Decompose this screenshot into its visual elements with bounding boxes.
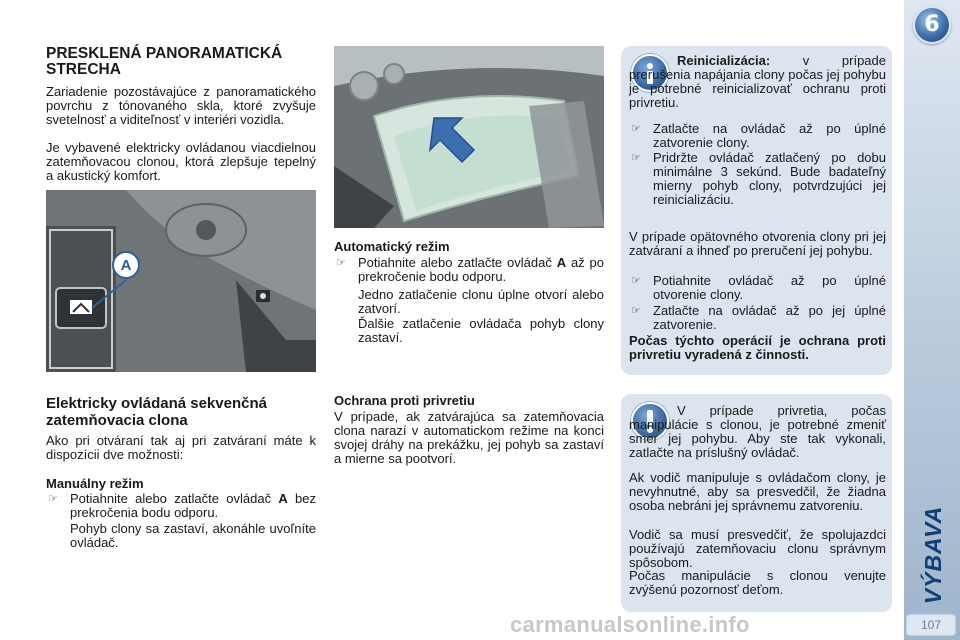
- warning-paragraph-4: Počas manipulácie s clonou venujte zvýšenú pozornosť deťom.: [629, 568, 886, 597]
- info-box: [621, 46, 892, 375]
- step-text: až po prekročenie bodu odporu.: [358, 255, 604, 284]
- section-title-panorama: [46, 46, 316, 78]
- info-step-3: ☞ Potiahnite ovládač až po úplné otvorenie clony.: [629, 274, 886, 302]
- panoramic-roof-image: [334, 46, 604, 228]
- step-text: Potiahnite alebo zatlačte ovládač: [70, 491, 279, 506]
- manual-mode-note: Pohyb clony sa zastaví, akonáhle uvoľníte ovládač.: [70, 521, 316, 550]
- watermark: carmanualsonline.info: [510, 612, 750, 637]
- info-lead-text: v prípade prerušenia napájania clony počas jej pohybu je potrebné reinicializovať ochranu proti privretiu.: [629, 53, 886, 110]
- step-text: bez prekročenia bodu odporu.: [70, 491, 317, 520]
- info-warning-text: Počas týchto operácií je ochrana proti privretiu vyradená z činnosti.: [629, 333, 886, 362]
- info-lead-paragraph: [629, 54, 886, 110]
- chapter-title: VÝBAVA: [920, 505, 946, 605]
- warning-box: [621, 394, 892, 612]
- pinch-protection-title: Ochrana proti privretiu: [334, 393, 475, 408]
- warning-paragraph-2: Ak vodič manipuluje s ovládačom clony, je nevyhnutné, aby sa presvedčil, že žiadna osoba nebráni jej správnemu zatvoreniu.: [629, 470, 886, 513]
- section-title-line: zatemňovacia clona: [46, 412, 188, 429]
- manual-mode-step: [46, 492, 316, 520]
- section-title-line: PRESKLENÁ PANORAMATICKÁ: [46, 45, 283, 62]
- manual-mode-title: Manuálny režim: [46, 476, 144, 491]
- info-lead-label: Reinicializácia:: [677, 53, 771, 68]
- roof-button-illustration: [46, 190, 316, 372]
- automatic-mode-step: [334, 256, 604, 284]
- sequential-intro: Ako pri otváraní tak aj pri zatváraní máte k dispozícii dve možnosti:: [46, 433, 316, 462]
- info-step-4: ☞ Zatlačte na ovládač až po jej úplné zatvorenie.: [629, 304, 886, 332]
- button-callout-label: A: [120, 257, 132, 274]
- automatic-mode-note-1: Jedno zatlačenie clonu úplne otvorí alebo zatvorí.: [358, 287, 604, 316]
- section-title-line: STRECHA: [46, 61, 121, 78]
- automatic-mode-note-2: Ďalšie zatlačenie ovládača pohyb clony zastaví.: [358, 316, 604, 345]
- roof-button-image: [46, 190, 316, 372]
- control-key: A: [556, 255, 567, 270]
- section-title-sequential: [46, 395, 316, 429]
- panorama-intro-1: Zariadenie pozostávajúce z panoramatického povrchu z tónovaného skla, ktoré zvyšuje svetelnosť a viditeľnosť v interiéri vozidla.: [46, 84, 316, 127]
- roof-illustration: [334, 46, 604, 228]
- chapter-number-badge: 6: [913, 6, 951, 44]
- step-text: Potiahnite alebo zatlačte ovládač: [358, 255, 557, 270]
- section-title-line: Elektricky ovládaná sekvenčná: [46, 395, 267, 412]
- pinch-protection-text: V prípade, ak zatvárajúca sa zatemňovacia clona narazí v automatickom režime na konci svojej dráhy na prekážku, jej pohyb sa zastaví a mierne sa pootvorí.: [334, 409, 604, 466]
- page-number: 107: [906, 614, 956, 636]
- control-key: A: [278, 491, 288, 506]
- warning-paragraph-3: Vodič sa musí presvedčiť, že spolujazdci používajú zatemňovaciu clonu správnym spôsobom.: [629, 527, 886, 570]
- info-step-1: ☞ Zatlačte na ovládač až po úplné zatvorenie clony.: [629, 122, 886, 150]
- automatic-mode-title: Automatický režim: [334, 239, 450, 254]
- warning-paragraph-1: V prípade privretia, počas manipulácie s clonou, je potrebné zmeniť smer jej pohybu. Aby ste tak vykonali, zatlačte na príslušný ovládač.: [629, 403, 886, 460]
- info-reopen-paragraph: V prípade opätovného otvorenia clony pri jej zatváraní a ihneď po preručení jej pohybu.: [629, 229, 886, 258]
- panorama-intro-2: Je vybavené elektricky ovládanou viacdielnou zatemňovacou clonou, ktorá zlepšuje tepelný a akustický komfort.: [46, 140, 316, 183]
- info-step-2: ☞ Pridržte ovládač zatlačený po dobu minimálne 3 sekúnd. Bude badateľný mierny pohyb clony, potvrdzujúci jej reinicializáciu.: [629, 151, 886, 207]
